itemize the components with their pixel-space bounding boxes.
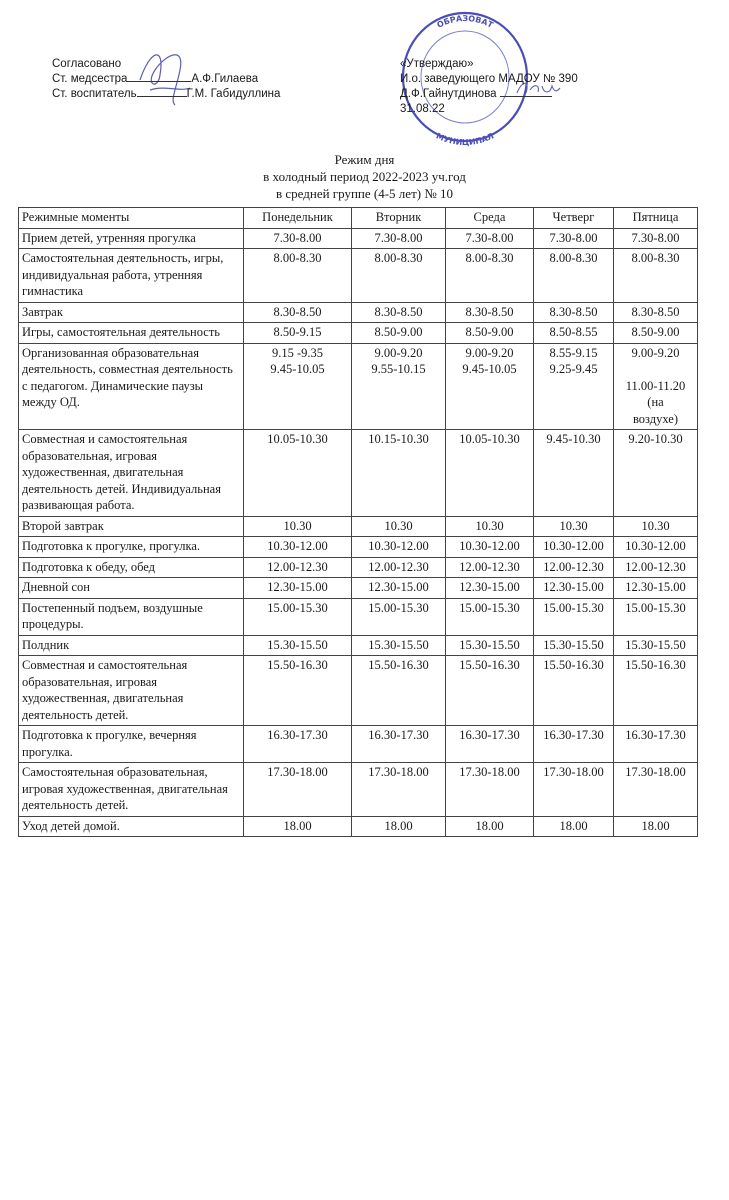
time-cell: 10.30-12.00 <box>614 537 698 558</box>
time-cell: 15.00-15.30 <box>244 598 352 635</box>
table-row <box>19 656 698 726</box>
time-cell: 15.30-15.50 <box>614 635 698 656</box>
activity-cell: Подготовка к обеду, обед <box>19 557 244 578</box>
table-row <box>19 816 698 837</box>
time-cell: 12.00-12.30 <box>244 557 352 578</box>
time-cell: 9.00-9.20 9.55-10.15 <box>352 343 446 430</box>
time-cell: 12.30-15.00 <box>244 578 352 599</box>
activity-cell: Дневной сон <box>19 578 244 599</box>
name: Г.М. Габидуллина <box>186 88 281 100</box>
time-cell: 18.00 <box>534 816 614 837</box>
header-cell: Режимные моменты <box>19 208 244 229</box>
time-cell: 8.50-9.00 <box>614 323 698 344</box>
table-row <box>19 249 698 303</box>
table-row <box>19 323 698 344</box>
time-cell: 10.30 <box>614 516 698 537</box>
time-cell: 12.00-12.30 <box>352 557 446 578</box>
time-cell: 10.05-10.30 <box>244 430 352 517</box>
activity-cell: Самостоятельная деятельность, игры, индивидуальная работа, утренняя гимнастика <box>19 249 244 303</box>
time-cell: 8.00-8.30 <box>614 249 698 303</box>
table-row <box>19 598 698 635</box>
activity-cell: Подготовка к прогулке, прогулка. <box>19 537 244 558</box>
table-row <box>19 726 698 763</box>
approval-right <box>400 57 578 117</box>
time-cell: 12.30-15.00 <box>534 578 614 599</box>
time-cell: 16.30-17.30 <box>244 726 352 763</box>
table-row <box>19 228 698 249</box>
title-line: в средней группе (4-5 лет) № 10 <box>276 186 453 201</box>
time-cell: 16.30-17.30 <box>614 726 698 763</box>
time-cell: 10.30-12.00 <box>352 537 446 558</box>
time-cell: 9.00-9.20 9.45-10.05 <box>446 343 534 430</box>
signature-line <box>137 96 187 97</box>
approval-heading: «Утверждаю» <box>400 58 474 70</box>
time-cell: 12.30-15.00 <box>352 578 446 599</box>
activity-cell: Организованная образовательная деятельность, совместная деятельность с педагогом. Динамические паузы между ОД. <box>19 343 244 430</box>
activity-cell: Совместная и самостоятельная образовательная, игровая художественная, двигательная деятельность детей. Индивидуальная развивающая работа. <box>19 430 244 517</box>
time-cell: 8.30-8.50 <box>244 302 352 323</box>
time-cell: 10.30 <box>446 516 534 537</box>
time-cell: 15.50-16.30 <box>446 656 534 726</box>
activity-cell: Игры, самостоятельная деятельность <box>19 323 244 344</box>
title-line: в холодный период 2022-2023 уч.год <box>263 169 466 184</box>
time-cell: 15.30-15.50 <box>534 635 614 656</box>
time-cell: 15.30-15.50 <box>446 635 534 656</box>
time-cell: 17.30-18.00 <box>446 763 534 817</box>
time-cell: 8.50-9.15 <box>244 323 352 344</box>
approval-date: 31.08.22 <box>400 103 445 115</box>
time-cell: 8.00-8.30 <box>244 249 352 303</box>
activity-cell: Прием детей, утренняя прогулка <box>19 228 244 249</box>
time-cell: 17.30-18.00 <box>614 763 698 817</box>
time-cell: 9.00-9.20 11.00-11.20 (на воздухе) <box>614 343 698 430</box>
time-cell: 15.00-15.30 <box>352 598 446 635</box>
activity-cell: Совместная и самостоятельная образовательная, игровая художественная, двигательная деятельность детей. <box>19 656 244 726</box>
time-cell: 8.30-8.50 <box>446 302 534 323</box>
time-cell: 9.20-10.30 <box>614 430 698 517</box>
time-cell: 10.30-12.00 <box>244 537 352 558</box>
time-cell: 12.30-15.00 <box>614 578 698 599</box>
time-cell: 9.45-10.30 <box>534 430 614 517</box>
time-cell: 7.30-8.00 <box>446 228 534 249</box>
time-cell: 8.50-9.00 <box>352 323 446 344</box>
time-cell: 15.50-16.30 <box>244 656 352 726</box>
time-cell: 15.30-15.50 <box>244 635 352 656</box>
time-cell: 12.00-12.30 <box>614 557 698 578</box>
activity-cell: Самостоятельная образовательная, игровая художественная, двигательная деятельность детей. <box>19 763 244 817</box>
table-row <box>19 763 698 817</box>
time-cell: 7.30-8.00 <box>352 228 446 249</box>
time-cell: 7.30-8.00 <box>614 228 698 249</box>
approval-left <box>52 57 280 102</box>
time-cell: 12.00-12.30 <box>446 557 534 578</box>
header-cell: Понедельник <box>244 208 352 229</box>
time-cell: 18.00 <box>352 816 446 837</box>
time-cell: 10.05-10.30 <box>446 430 534 517</box>
time-cell: 15.00-15.30 <box>446 598 534 635</box>
time-cell: 8.00-8.30 <box>446 249 534 303</box>
time-cell: 15.00-15.30 <box>534 598 614 635</box>
time-cell: 15.50-16.30 <box>614 656 698 726</box>
svg-text:МУНИЦИПАЛ: МУНИЦИПАЛ <box>434 131 496 148</box>
time-cell: 18.00 <box>446 816 534 837</box>
time-cell: 15.00-15.30 <box>614 598 698 635</box>
time-cell: 10.15-10.30 <box>352 430 446 517</box>
approval-position: И.о. заведующего МАДОУ № 390 <box>400 73 578 85</box>
header-cell: Четверг <box>534 208 614 229</box>
approval-line-educator <box>52 87 280 102</box>
time-cell: 8.00-8.30 <box>534 249 614 303</box>
time-cell: 10.30 <box>352 516 446 537</box>
time-cell: 18.00 <box>244 816 352 837</box>
signature-line <box>127 81 191 82</box>
time-cell: 17.30-18.00 <box>244 763 352 817</box>
schedule-table <box>18 207 698 837</box>
time-cell: 16.30-17.30 <box>352 726 446 763</box>
activity-cell: Уход детей домой. <box>19 816 244 837</box>
name: Д.Ф.Гайнутдинова <box>400 88 497 100</box>
role: Ст. медсестра <box>52 73 128 85</box>
table-row <box>19 578 698 599</box>
activity-cell: Завтрак <box>19 302 244 323</box>
time-cell: 15.50-16.30 <box>352 656 446 726</box>
time-cell: 17.30-18.00 <box>352 763 446 817</box>
svg-text:ОБРАЗОВАТ: ОБРАЗОВАТ <box>435 13 495 30</box>
name: А.Ф.Гилаева <box>191 73 259 85</box>
approval-name-line <box>400 87 578 102</box>
table-row <box>19 516 698 537</box>
time-cell: 9.15 -9.35 9.45-10.05 <box>244 343 352 430</box>
time-cell: 15.30-15.50 <box>352 635 446 656</box>
time-cell: 10.30 <box>244 516 352 537</box>
time-cell: 12.00-12.30 <box>534 557 614 578</box>
time-cell: 8.30-8.50 <box>352 302 446 323</box>
time-cell: 7.30-8.00 <box>534 228 614 249</box>
time-cell: 17.30-18.00 <box>534 763 614 817</box>
time-cell: 8.55-9.15 9.25-9.45 <box>534 343 614 430</box>
approval-heading: Согласовано <box>52 58 122 70</box>
time-cell: 7.30-8.00 <box>244 228 352 249</box>
time-cell: 8.30-8.50 <box>534 302 614 323</box>
time-cell: 16.30-17.30 <box>446 726 534 763</box>
time-cell: 15.50-16.30 <box>534 656 614 726</box>
role: Ст. воспитатель <box>52 88 137 100</box>
table-row <box>19 635 698 656</box>
time-cell: 8.00-8.30 <box>352 249 446 303</box>
table-row <box>19 430 698 517</box>
table-row <box>19 343 698 430</box>
table-row <box>19 557 698 578</box>
time-cell: 8.50-9.00 <box>446 323 534 344</box>
time-cell: 8.30-8.50 <box>614 302 698 323</box>
time-cell: 12.30-15.00 <box>446 578 534 599</box>
time-cell: 8.50-8.55 <box>534 323 614 344</box>
table-row <box>19 302 698 323</box>
header-cell: Вторник <box>352 208 446 229</box>
signature-line <box>500 96 552 97</box>
header-cell: Среда <box>446 208 534 229</box>
title-line: Режим дня <box>334 152 395 167</box>
document-title <box>0 151 729 202</box>
header-cell: Пятница <box>614 208 698 229</box>
table-row <box>19 537 698 558</box>
activity-cell: Постепенный подъем, воздушные процедуры. <box>19 598 244 635</box>
table-header-row <box>19 208 698 229</box>
time-cell: 10.30-12.00 <box>534 537 614 558</box>
activity-cell: Подготовка к прогулке, вечерняя прогулка. <box>19 726 244 763</box>
time-cell: 16.30-17.30 <box>534 726 614 763</box>
time-cell: 10.30 <box>534 516 614 537</box>
time-cell: 10.30-12.00 <box>446 537 534 558</box>
activity-cell: Полдник <box>19 635 244 656</box>
activity-cell: Второй завтрак <box>19 516 244 537</box>
time-cell: 18.00 <box>614 816 698 837</box>
approval-line-medsister <box>52 72 280 87</box>
